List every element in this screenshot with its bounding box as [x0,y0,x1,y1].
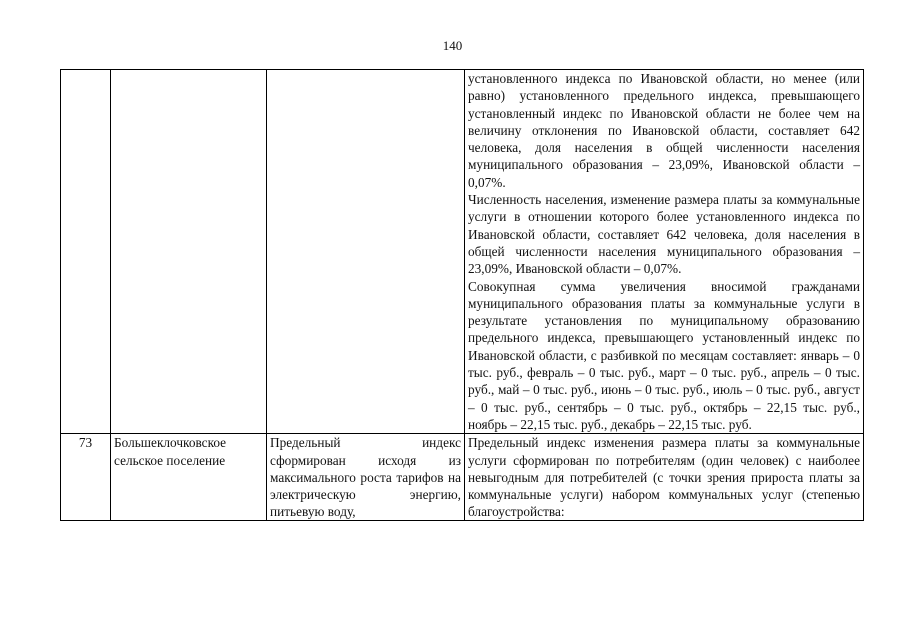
details-paragraph: Совокупная сумма увеличения вносимой гражданами муниципального образования платы за коммунальные услуги в результате установления по муниципальному образованию предельного индекса, превышающего установленный индекс по Ивановской области, с разбивкой по месяцам составляет: январь – 0 тыс. руб., февраль – 0 тыс. руб., март – 0 тыс. руб., апрель – 0 тыс. руб., май – 0 тыс. руб., июнь – 0 тыс. руб., июль – 0 тыс. руб., август – 0 тыс. руб., сентябрь – 0 тыс. руб., октябрь – 22,15 тыс. руб., ноябрь – 22,15 тыс. руб., декабрь – 22,15 тыс. руб. [468,278,860,432]
details-paragraph: установленного индекса по Ивановской области, но менее (или равно) установленного предельного индекса, превышающего установленный индекс по Ивановской области не более чем на величину отклонения по Ивановской области, составляет 642 человека, доля населения в общей численности населения муниципального образования – 23,09%, Ивановской области – 0,07%. [468,71,860,190]
row-number-cell: 73 [61,434,111,521]
basis-cell [267,434,465,521]
table-row [61,70,864,434]
basis-cell [267,70,465,434]
row-number-cell [61,70,111,434]
details-paragraph: Предельный индекс изменения размера платы за коммунальные услуги сформирован по потребителям (один человек) с наиболее невыгодным для потребителей (с точки зрения прироста платы за коммунальные услуги) набором коммунальных услуг (степенью благоустройства: [468,435,860,520]
settlement-cell [111,70,267,434]
table-row [61,434,864,521]
details-cell [465,434,864,521]
details-cell [465,70,864,434]
settlement-cell: Большеклочковское сельское поселение [111,434,267,521]
basis-text: Предельный индекс сформирован исходя из максимального роста тарифов на электрическую энергию, питьевую воду, [270,435,461,520]
municipal-index-table [60,69,864,521]
page-number: 140 [442,38,463,53]
details-paragraph: Численность населения, изменение размера платы за коммунальные услуги в отношении которого более установленного индекса по Ивановской области, составляет 642 человека, доля населения в общей численности населения муниципального образования – 23,09%, Ивановской области – 0,07%. [468,192,860,277]
